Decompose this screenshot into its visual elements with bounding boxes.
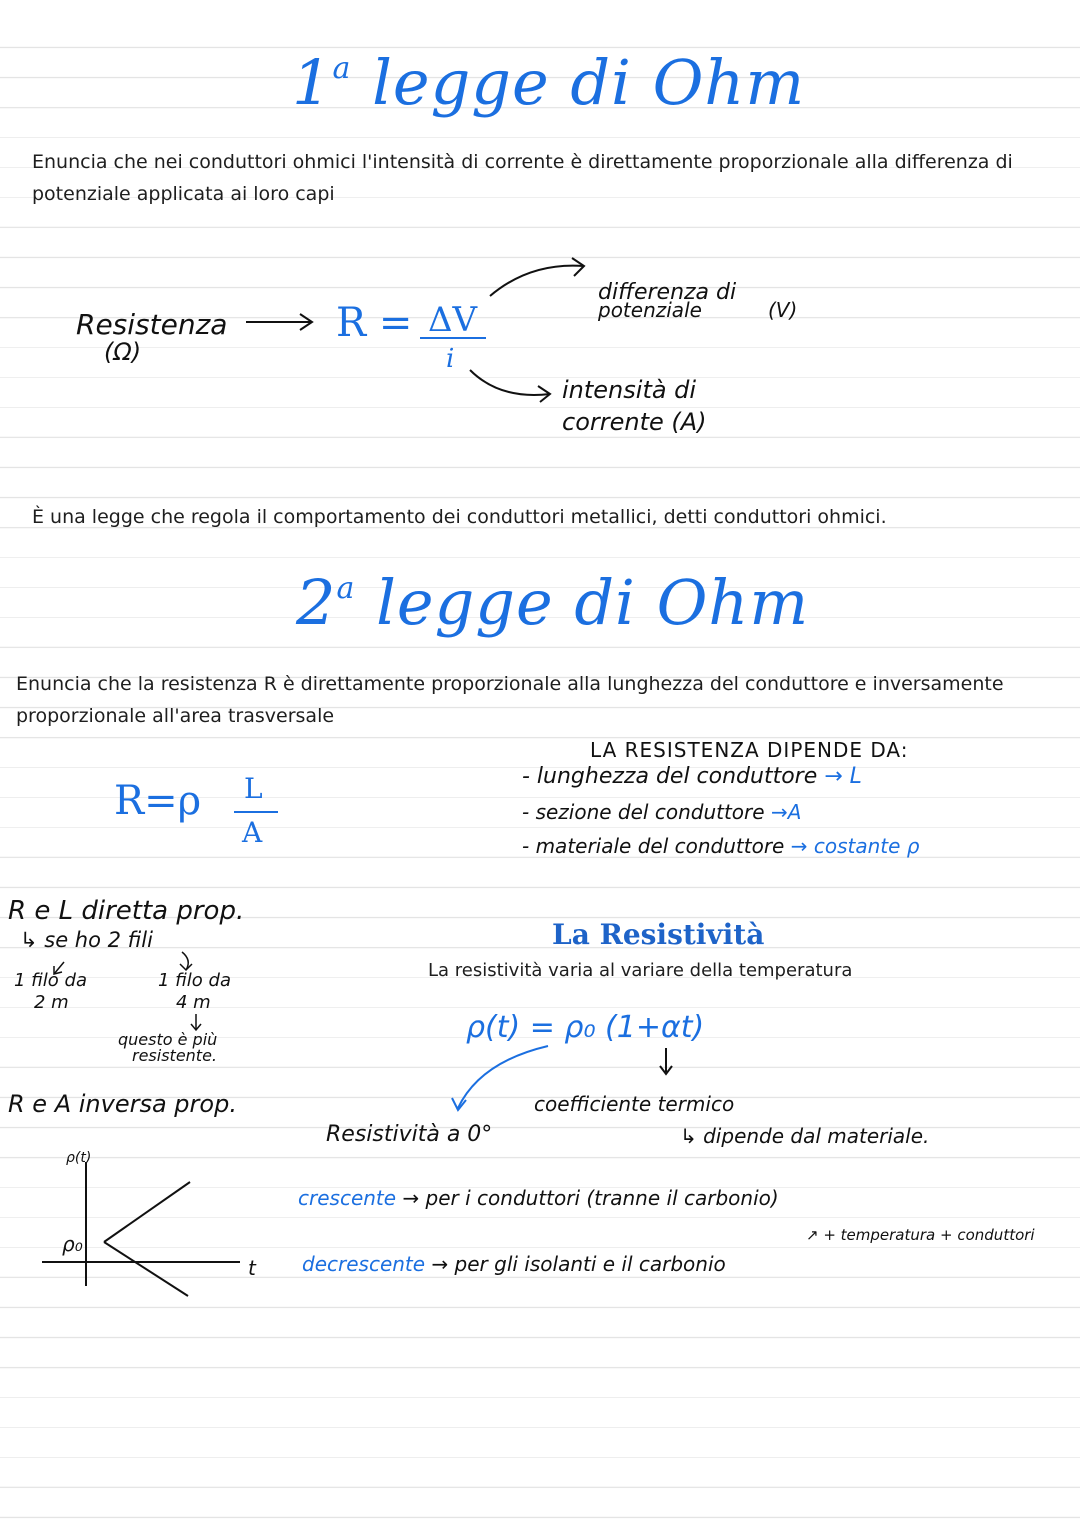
- crescente-word: crescente: [298, 1186, 397, 1210]
- arrow-to-current-intensity: [470, 370, 550, 402]
- note-potential-difference-2: potenziale: [598, 298, 702, 322]
- resistivity-rho0-label: Resistività a 0°: [326, 1122, 493, 1147]
- resistance-label: Resistenza: [76, 308, 228, 341]
- arrow-to-potential-difference: [490, 258, 584, 296]
- title-first-law-num: 1: [292, 46, 333, 119]
- ohm1-formula-numerator: ΔV: [428, 300, 478, 340]
- ohmic-conductors-statement: È una legge che regola il comportamento dei conduttori metallici, detti conduttori ohmici.: [32, 506, 887, 528]
- note-R-A-inverse: R e A inversa prop.: [8, 1090, 237, 1118]
- decrescente-word: decrescente: [302, 1252, 426, 1276]
- arrow-to-wire2: [180, 952, 192, 970]
- title-second-law-text: legge di Ohm: [376, 566, 810, 639]
- note-wire1-line2: 2 m: [34, 992, 69, 1013]
- depends-item-material-arrow: → costante ρ: [790, 834, 920, 858]
- note-potential-difference-1: differenza di: [598, 280, 737, 305]
- graph-line-increasing: [104, 1182, 190, 1242]
- graph-rho0-label: ρ₀: [62, 1232, 83, 1256]
- arrow-to-rho0: [452, 1046, 548, 1110]
- crescente-rest: → per i conduttori (tranne il carbonio): [402, 1186, 779, 1210]
- title-first-law-text: legge di Ohm: [372, 46, 806, 119]
- resistivity-formula: ρ(t) = ρ₀ (1+αt): [466, 1010, 705, 1045]
- arrow-to-wire1: [54, 962, 64, 974]
- resistivity-heading: La Resistività: [552, 918, 765, 951]
- title-second-law-num: 2: [296, 566, 337, 639]
- note-R-L-direct: R e L diretta prop.: [8, 896, 245, 926]
- arrow-to-more-resistant: [191, 1014, 201, 1030]
- ohm2-formula-lhs: R=ρ: [114, 778, 202, 824]
- depends-item-length-arrow: → L: [824, 764, 862, 789]
- ohm1-formula-R: R =: [336, 300, 413, 346]
- resistivity-subtitle: La resistività varia al variare della temperatura: [428, 960, 853, 981]
- thermal-coefficient-label: coefficiente termico: [534, 1092, 735, 1116]
- note-current-intensity-1: intensità di: [562, 376, 697, 404]
- note-wire2-line2: 4 m: [176, 992, 211, 1013]
- depends-item-length-text: - lunghezza del conduttore: [522, 764, 818, 789]
- arrow-to-thermal-coefficient: [660, 1048, 672, 1074]
- ohm1-formula-denominator: i: [446, 344, 455, 374]
- note-two-wires: ↳ se ho 2 fili: [20, 928, 153, 952]
- depends-title: LA RESISTENZA DIPENDE DA:: [590, 738, 909, 762]
- resistivity-graph: [42, 1162, 240, 1296]
- arrow-resistance-to-R: [246, 314, 312, 330]
- title-first-law-sup: a: [332, 51, 352, 86]
- depends-item-material-text: - materiale del conduttore: [522, 834, 785, 858]
- ohm2-formula-numerator: L: [244, 772, 263, 805]
- depends-item-section-arrow: →A: [770, 800, 802, 824]
- title-second-law-sup: a: [336, 571, 356, 606]
- ohm2-formula-denominator: A: [242, 816, 263, 849]
- second-law-definition: Enuncia che la resistenza R è direttamente proporzionale alla lunghezza del conduttore e inversamente proporzionale all'area trasversale: [16, 673, 1004, 727]
- note-wire2-line1: 1 filo da: [158, 970, 231, 991]
- thermal-coefficient-note: ↳ dipende dal materiale.: [680, 1124, 930, 1148]
- depends-item-section-text: - sezione del conduttore: [522, 800, 765, 824]
- note-more-resistant-1: questo è più: [118, 1030, 218, 1049]
- graph-x-label: t: [248, 1256, 256, 1280]
- resistance-unit: (Ω): [104, 338, 142, 366]
- note-potential-difference-unit: (V): [768, 298, 798, 322]
- decrescente-rest: → per gli isolanti e il carbonio: [431, 1252, 726, 1276]
- temperature-note: ↗ + temperatura + conduttori: [806, 1226, 1035, 1244]
- graph-y-label: ρ(t): [66, 1150, 92, 1166]
- note-current-intensity-2: corrente (A): [562, 408, 707, 436]
- first-law-definition: Enuncia che nei conduttori ohmici l'intensità di corrente è direttamente proporzionale alla differenza di potenziale applicata ai loro capi: [32, 151, 1013, 205]
- note-wire1-line1: 1 filo da: [14, 970, 87, 991]
- note-more-resistant-2: resistente.: [132, 1046, 217, 1065]
- graph-line-decreasing: [104, 1242, 188, 1296]
